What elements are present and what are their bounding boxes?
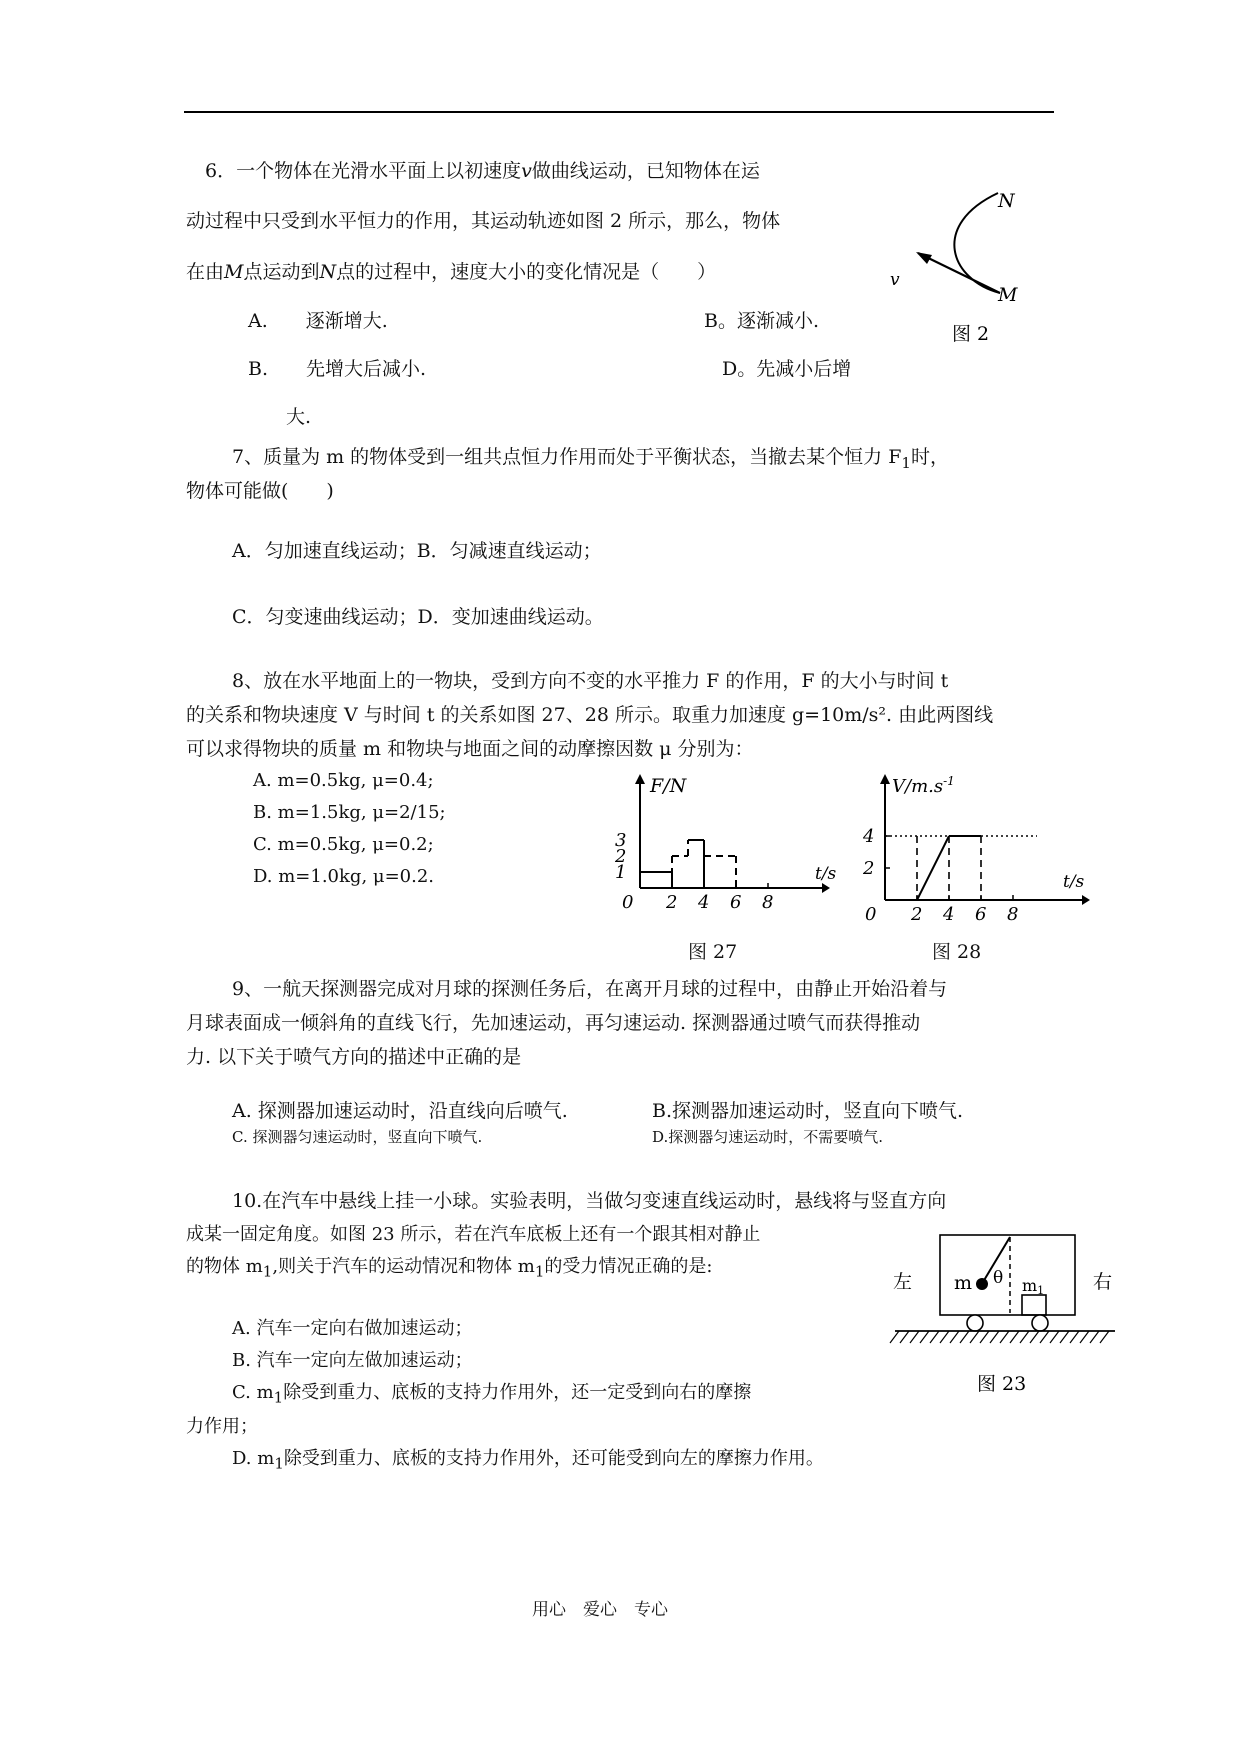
wheel-left — [967, 1315, 983, 1331]
q8-line1: 8、放在水平地面上的一物块，受到方向不变的水平推力 F 的作用，F 的大小与时间 t — [232, 670, 949, 692]
q9-line2: 月球表面成一倾斜角的直线飞行，先加速运动，再匀速运动. 探测器通过喷气而获得推动 — [186, 1012, 921, 1034]
q10-option-a: A. 汽车一定向右做加速运动； — [232, 1318, 473, 1339]
q6-option-a: A. 逐渐增大. — [248, 310, 388, 332]
ground-hatch — [950, 1331, 959, 1343]
chart-fig27 — [610, 770, 837, 913]
fig28-x-tick-label: 6 — [975, 904, 987, 925]
header-rule — [184, 111, 1054, 113]
ground-hatch — [1080, 1331, 1089, 1343]
q6-option-b: B。逐渐减小. — [704, 310, 820, 332]
fig27-x-tick-label: 2 — [666, 892, 678, 913]
fig28-x-tick-label: 8 — [1007, 904, 1019, 925]
fig28-x-tick-label: 0 — [865, 904, 877, 925]
ground-hatch — [1030, 1331, 1039, 1343]
fig28-caption: 图 28 — [932, 941, 982, 963]
q6-line3: 在由M点运动到N点的过程中，速度大小的变化情况是（ ） — [186, 261, 717, 283]
ground-hatch — [1020, 1331, 1029, 1343]
ground-hatch — [960, 1331, 969, 1343]
ground-hatch — [890, 1331, 899, 1343]
q6-option-c: B. 先增大后减小. — [248, 358, 427, 380]
figure-23 — [885, 1225, 1125, 1400]
ground-hatch — [1050, 1331, 1059, 1343]
q9-option-c: C. 探测器匀速运动时，竖直向下喷气. — [232, 1128, 483, 1146]
q10-option-c-cont: 力作用； — [186, 1416, 258, 1437]
fig28-xlabel: t/s — [1063, 872, 1085, 892]
fig27-x-tick-label: 4 — [698, 892, 710, 913]
fig23-right-label: 右 — [1093, 1271, 1113, 1293]
ground-hatch — [980, 1331, 989, 1343]
fig27-y-tick-label: 3 — [615, 830, 627, 851]
fig23-theta-label: θ — [993, 1268, 1004, 1288]
fig2-caption: 图 2 — [952, 323, 990, 345]
figure-2 — [880, 185, 1030, 350]
fig23-m1-label: m1 — [1022, 1276, 1045, 1297]
fig2-label-n: N — [998, 190, 1015, 212]
ground-hatch — [1040, 1331, 1049, 1343]
ground-hatch — [1100, 1331, 1109, 1343]
q10-line2: 成某一固定角度。如图 23 所示，若在汽车底板上还有一个跟其相对静止 — [186, 1224, 761, 1245]
q8-option-b: B. m=1.5kg, μ=2/15; — [253, 802, 446, 823]
ground-hatch — [940, 1331, 949, 1343]
chart-fig28 — [845, 770, 1090, 925]
ground-hatch — [1090, 1331, 1099, 1343]
fig28-y-tick-label: 2 — [863, 858, 875, 879]
ground-hatch — [1060, 1331, 1069, 1343]
q10-line1: 10.在汽车中悬线上挂一小球。实验表明，当做匀变速直线运动时，悬线将与竖直方向 — [232, 1190, 947, 1212]
fig23-caption: 图 23 — [977, 1373, 1027, 1395]
q9-option-a: A. 探测器加速运动时，沿直线向后喷气. — [232, 1100, 568, 1122]
fig27-x-tick-label: 0 — [622, 892, 634, 913]
block-m1 — [1022, 1295, 1046, 1315]
q10-option-c: C. $m_1$除受到重力、底板的支持力作用外，还一定受到向右的摩擦 — [232, 1382, 752, 1407]
ground-hatch — [930, 1331, 939, 1343]
fig2-label-v: v — [890, 270, 900, 290]
q7-options-cd: C．匀变速曲线运动；D．变加速曲线运动。 — [232, 606, 604, 628]
q7-line1: 7、质量为 m 的物体受到一组共点恒力作用而处于平衡状态，当撤去某个恒力 $F_1$时， — [232, 446, 949, 472]
q8-option-a: A. m=0.5kg, μ=0.4; — [253, 770, 434, 791]
q9-option-d: D.探测器匀速运动时，不需要喷气. — [652, 1128, 884, 1146]
q10-option-b: B. 汽车一定向左做加速运动； — [232, 1350, 473, 1371]
fig28-y-tick-label: 4 — [863, 826, 875, 847]
fig23-m-label: m — [954, 1272, 973, 1294]
q8-line3: 可以求得物块的质量 m 和物块与地面之间的动摩擦因数 μ 分别为： — [186, 738, 754, 760]
ground-hatch — [970, 1331, 979, 1343]
wheel-right — [1032, 1315, 1048, 1331]
fig28-x-tick-label: 2 — [911, 904, 923, 925]
q8-option-d: D. m=1.0kg, μ=0.2. — [253, 866, 435, 887]
fig23-left-label: 左 — [893, 1271, 913, 1293]
q7-options-ab: A．匀加速直线运动；B．匀减速直线运动； — [232, 540, 602, 562]
q8-line2: 的关系和物块速度 V 与时间 t 的关系如图 27、28 所示。取重力加速度 g=10m/s². 由此两图线 — [186, 704, 994, 726]
fig27-xlabel: t/s — [815, 864, 837, 884]
footer-text: 用心 爱心 专心 — [532, 1600, 668, 1620]
q8-option-c: C. m=0.5kg, μ=0.2; — [253, 834, 434, 855]
ground-hatch — [1010, 1331, 1019, 1343]
q10-line3: 的物体 $m_1$,则关于汽车的运动情况和物体 $m_1$的受力情况正确的是: — [186, 1256, 713, 1281]
ball — [976, 1278, 988, 1290]
fig27-y-tick-label: 1 — [615, 862, 627, 883]
ground-hatch — [990, 1331, 999, 1343]
q6-line1: 6．一个物体在光滑水平面上以初速度v做曲线运动，已知物体在运 — [205, 160, 760, 182]
q10-option-d: D. $m_1$除受到重力、底板的支持力作用外，还可能受到向左的摩擦力作用。 — [232, 1448, 824, 1473]
ground-hatch — [920, 1331, 929, 1343]
fig27-x-tick-label: 6 — [730, 892, 742, 913]
ground-hatch — [1070, 1331, 1079, 1343]
ground-hatch — [1000, 1331, 1009, 1343]
fig27-caption: 图 27 — [688, 941, 738, 963]
q6-line2: 动过程中只受到水平恒力的作用，其运动轨迹如图 2 所示，那么，物体 — [186, 210, 781, 232]
q9-option-b: B.探测器加速运动时，竖直向下喷气. — [652, 1100, 964, 1122]
ground-hatch — [900, 1331, 909, 1343]
q7-line2: 物体可能做( ) — [186, 480, 334, 502]
fig28-ylabel: $V/m.s^{-1}$ — [892, 774, 955, 797]
fig28-series-segment — [917, 836, 949, 900]
fig2-label-m: M — [998, 284, 1018, 306]
fig27-y-tick-label: 2 — [615, 846, 627, 867]
q9-line1: 9、一航天探测器完成对月球的探测任务后，在离开月球的过程中，由静止开始沿着与 — [232, 978, 948, 1000]
q9-line3: 力. 以下关于喷气方向的描述中正确的是 — [186, 1046, 522, 1068]
q6-option-d-cont: 大. — [286, 406, 312, 428]
fig28-x-tick-label: 4 — [943, 904, 955, 925]
ground-hatch — [910, 1331, 919, 1343]
fig27-x-tick-label: 8 — [762, 892, 774, 913]
q6-option-d: D。先减小后增 — [722, 358, 852, 380]
fig27-ylabel: F/N — [650, 775, 687, 797]
